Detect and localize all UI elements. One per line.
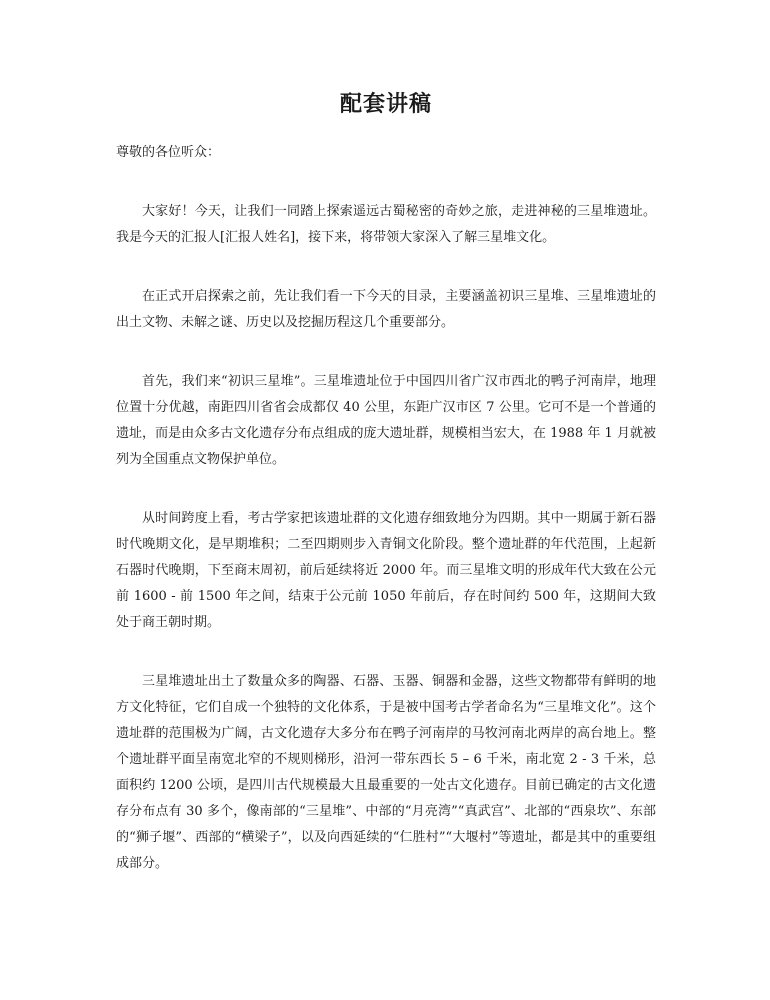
paragraph-greeting: 大家好！今天，让我们一同踏上探索遥远古蜀秘密的奇妙之旅，走进神秘的三星堆遗址。我是今天的汇报人[汇报人姓名]，接下来，将带领大家深入了解三星堆文化。 [116, 204, 656, 245]
salutation: 尊敬的各位听众： [116, 145, 221, 160]
paragraph-artifacts: 三星堆遗址出土了数量众多的陶器、石器、玉器、铜器和金器，这些文物都带有鲜明的地方文化特征，它们自成一个独特的文化体系，于是被中国考古学者命名为“三星堆文化”。这个遗址群的范围极为广阔，古文化遗存大多分布在鸭子河南岸的马牧河南北两岸的高台地上。整个遗址群平面呈南宽北窄的不规则梯形，沿河一带东西长 5 – 6 千米，南北宽 2 - 3 千米，总面积约 1200 公顷，是四川古代规模最大且最重要的一处古文化遗存。目前已确定的古文化遗存分布点有 30 多个，像南部的“三星堆”、中部的“月亮湾”“真武宫”、北部的“西泉坎”、东部的“狮子堰”、西部的“横梁子”，以及向西延续的“仁胜村”“大堰村”等遗址，都是其中的重要组成部分。 [116, 674, 656, 871]
paragraph-introduction: 首先，我们来“初识三星堆”。三星堆遗址位于中国四川省广汉市西北的鸭子河南岸，地理位置十分优越，南距四川省省会成都仅 40 公里，东距广汉市区 7 公里。它可不是一个普通的遗址，而是由众多古文化遗存分布点组成的庞大遗址群，规模相当宏大，在 1988 年 1 月就被列为全国重点文物保护单位。 [116, 374, 656, 467]
page-title: 配套讲稿 [339, 91, 432, 117]
document-page [116, 88, 656, 910]
paragraph-agenda: 在正式开启探索之前，先让我们看一下今天的目录，主要涵盖初识三星堆、三星堆遗址的出土文物、未解之谜、历史以及挖掘历程这几个重要部分。 [116, 289, 656, 330]
paragraph-chronology: 从时间跨度上看，考古学家把该遗址群的文化遗存细致地分为四期。其中一期属于新石器时代晚期文化，是早期堆积；二至四期则步入青铜文化阶段。整个遗址群的年代范围，上起新石器时代晚期，下至商末周初，前后延续将近 2000 年。而三星堆文明的形成年代大致在公元前 1600 - 前 1500 年之间，结束于公元前 1050 年前后，存在时间约 500 年，这期间大致处于商王朝时期。 [116, 511, 656, 630]
